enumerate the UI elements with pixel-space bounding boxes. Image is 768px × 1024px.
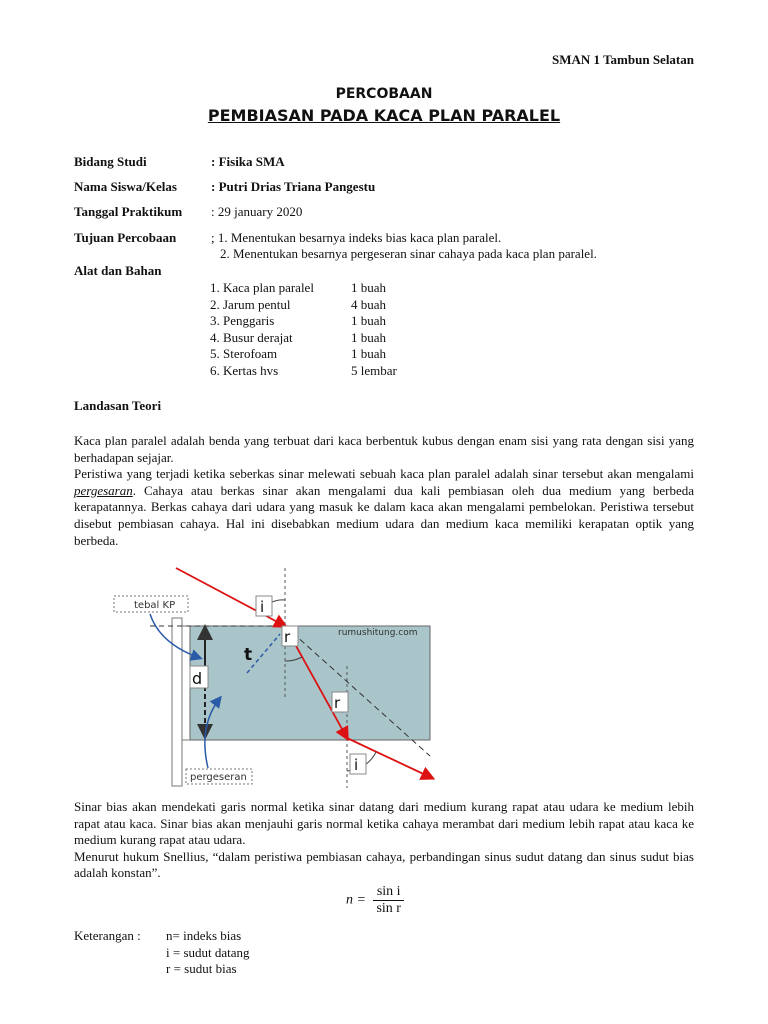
- bidang-value: : Fisika SMA: [211, 154, 285, 169]
- tool-name: 5. Sterofoam: [210, 346, 278, 362]
- tebal-label: tebal KP: [134, 600, 176, 611]
- keterangan-item: i = sudut datang: [166, 944, 250, 960]
- tool-name: 3. Penggaris: [210, 313, 275, 329]
- document-subtitle: [0, 106, 768, 125]
- label-t: t: [244, 645, 253, 665]
- frame-left: [172, 618, 182, 786]
- theory-heading: Landasan Teori: [74, 398, 162, 413]
- tool-name: 6. Kertas hvs: [210, 362, 279, 378]
- keterangan-item: n= indeks bias: [166, 928, 242, 943]
- subtitle-text: PEMBIASAN PADA KACA PLAN PARALEL: [207, 106, 561, 125]
- tool-qty: 5 lembar: [351, 362, 397, 378]
- label-d: d: [192, 669, 203, 688]
- tool-qty: 1 buah: [351, 313, 387, 329]
- formula-denominator: sin r: [376, 901, 401, 916]
- label-r-1: r: [284, 628, 291, 646]
- tool-name: 2. Jarum pentul: [210, 296, 291, 312]
- tanggal-label: Tanggal Praktikum: [74, 204, 183, 219]
- paragraph-4: Menurut hukum Snellius, “dalam peristiwa pembiasan cahaya, perbandingan sinus sudut datang dan sinus sudut bias adalah konstan”.: [74, 848, 694, 881]
- school-name: SMAN 1 Tambun Selatan: [552, 52, 694, 67]
- bidang-label: Bidang Studi: [74, 154, 147, 169]
- formula-lhs: n =: [346, 892, 366, 908]
- tujuan-item-1: ; 1. Menentukan besarnya indeks bias kaca plan paralel.: [211, 230, 502, 245]
- nama-label: Nama Siswa/Kelas: [74, 179, 177, 194]
- refraction-diagram: [110, 566, 440, 788]
- formula-fraction: [373, 884, 404, 917]
- tool-name: 4. Busur derajat: [210, 329, 293, 345]
- paragraph-3: Sinar bias akan mendekati garis normal ketika sinar datang dari medium kurang rapat atau udara ke medium lebih rapat atau kaca. Sinar bias akan menjauhi garis normal ketika cahaya merambat dari medium lebih rapat atau kaca ke medium kurang rapat atau udara.: [74, 799, 694, 848]
- tool-qty: 1 buah: [351, 329, 387, 345]
- tool-qty: 1 buah: [351, 346, 387, 362]
- nama-value: : Putri Drias Triana Pangestu: [211, 179, 376, 194]
- watermark: rumushitung.com: [338, 628, 418, 638]
- snell-formula: [346, 884, 404, 917]
- keterangan-label: Keterangan :: [74, 928, 141, 943]
- label-r-2: r: [334, 694, 341, 712]
- tanggal-value: : 29 january 2020: [211, 204, 303, 219]
- glass-block: [190, 626, 430, 740]
- keterangan-item: r = sudut bias: [166, 961, 237, 977]
- formula-numerator: sin i: [373, 884, 404, 901]
- tool-qty: 1 buah: [351, 280, 387, 295]
- tool-name: 1. Kaca plan paralel: [210, 280, 314, 295]
- paragraph-1: Kaca plan paralel adalah benda yang terbuat dari kaca berbentuk kubus dengan enam sisi yang rata dengan sisi yang berhadapan sejajar.: [74, 433, 694, 465]
- theory-paragraphs: [74, 433, 694, 549]
- pergeseran-label: pergeseran: [190, 772, 247, 783]
- tool-qty: 4 buah: [351, 296, 387, 312]
- paragraph-2-a: Peristiwa yang terjadi ketika seberkas sinar melewati sebuah kaca plan paralel adalah sinar tersebut akan mengalami: [74, 466, 694, 482]
- label-i-top: i: [260, 598, 265, 616]
- theory-paragraphs-2: [74, 799, 694, 882]
- label-i-bottom: i: [354, 756, 359, 774]
- document-title: PERCOBAAN: [335, 86, 433, 102]
- paragraph-2: [74, 466, 694, 549]
- tujuan-item-2: 2. Menentukan besarnya pergeseran sinar cahaya pada kaca plan paralel.: [220, 246, 597, 261]
- paragraph-2-b: . Cahaya atau berkas sinar akan mengalami dua kali pembiasan oleh dua medium yang berbeda kerapatannya. Berkas cahaya dari udara yang masuk ke dalam kaca akan mengalami pembelokan. Peristiwa tersebut disebut pembiasan cahaya. Hal ini disebabkan medium udara dan medium kaca memiliki kerapatan optik yang berbeda.: [74, 482, 694, 548]
- emphasis-pergesaran: pergesaran: [74, 482, 133, 498]
- alat-label: Alat dan Bahan: [74, 263, 162, 278]
- tujuan-label: Tujuan Percobaan: [74, 230, 177, 245]
